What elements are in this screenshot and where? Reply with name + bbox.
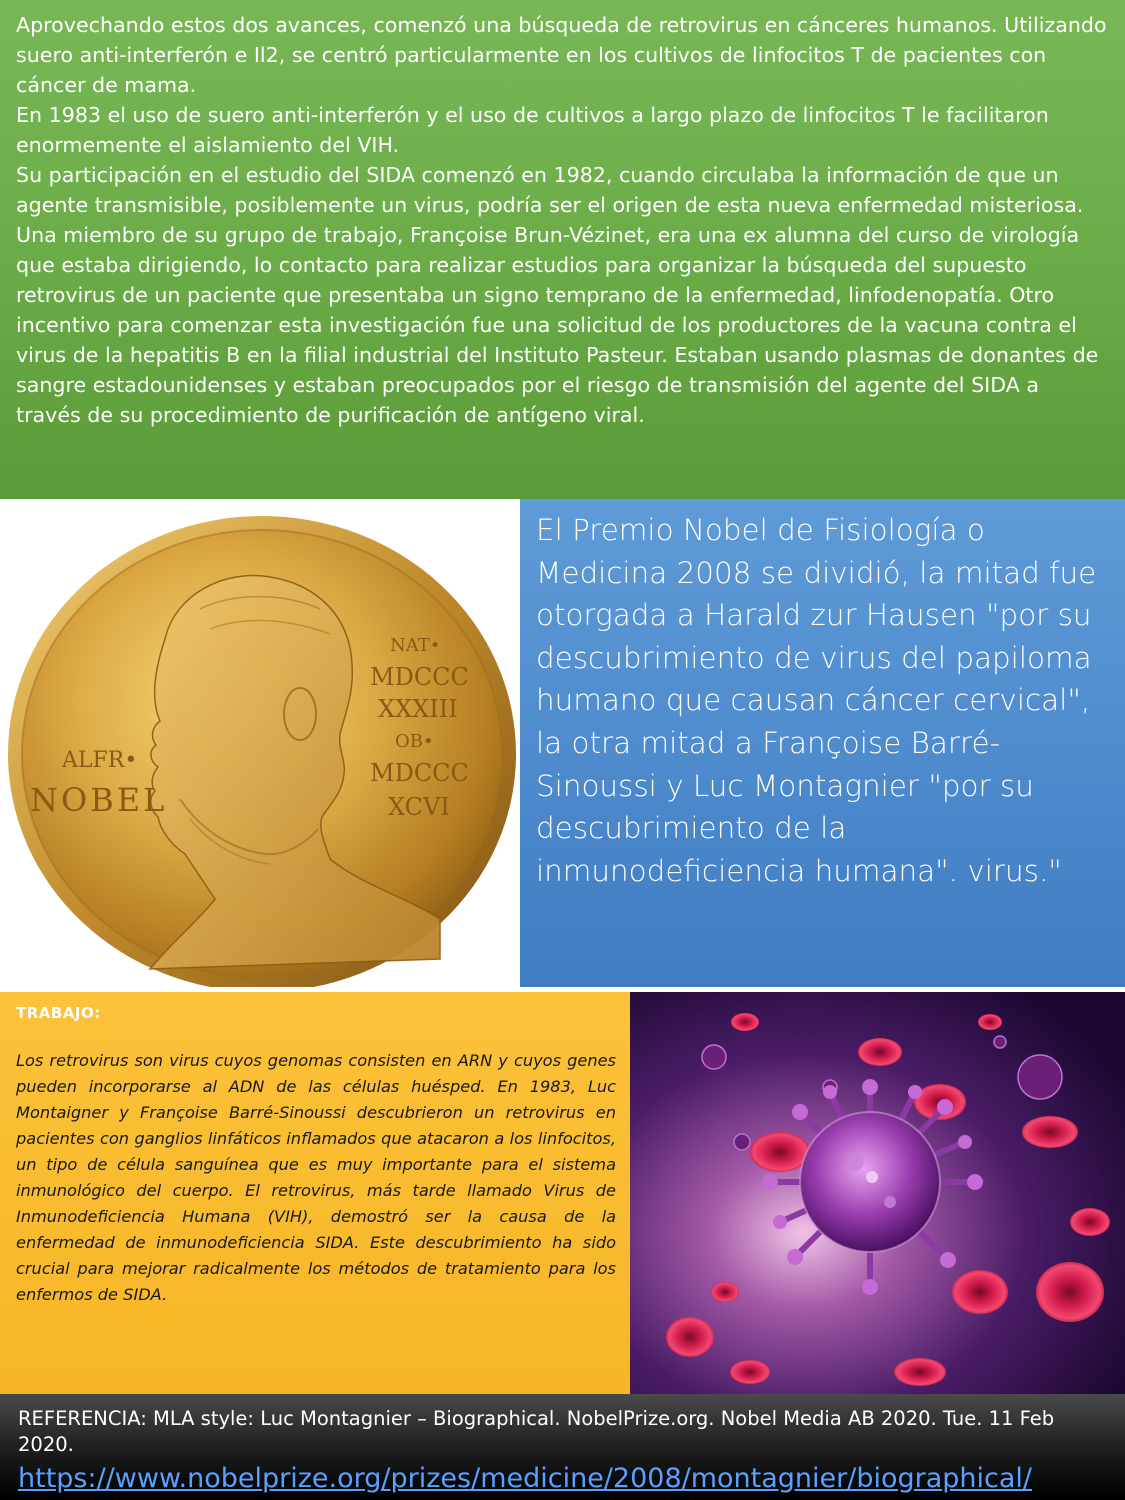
medal-inscription: OB• — [395, 731, 434, 752]
hiv-virus-illustration — [630, 992, 1125, 1394]
work-section — [0, 992, 630, 1394]
intro-text-panel — [0, 0, 1125, 499]
intro-paragraph: Su participación en el estudio del SIDA comenzó en 1982, cuando circulaba la información de que un agente transmisible, posiblemente un virus, podría ser el origen de esta nueva enfermedad misteriosa. Una miembro de su grupo de trabajo, Françoise Brun-Vézinet, era una ex alumna del curso de virología que estaba dirigiendo, lo contacto para realizar estudios para organizar la búsqueda del supuesto retrovirus de un paciente que presentaba un signo temprano de la enfermedad, linfodenopatía. Otro incentivo para comenzar esta investigación fue una solicitud de los productores de la vacuna contra el virus de la hepatitis B en la filial industrial del Instituto Pasteur. Estaban usando plasmas de donantes de sangre estadounidenses y estaban preocupados por el riesgo de transmisión del agente del SIDA a través de su procedimiento de purificación de antígeno viral. — [16, 163, 1099, 427]
medal-inscription: MDCCC — [370, 759, 469, 787]
reference-link[interactable]: https://www.nobelprize.org/prizes/medicine/2008/montagnier/biographical/ — [18, 1463, 1033, 1494]
medal-inscription: NOBEL — [30, 781, 168, 819]
medal-inscription: XCVI — [388, 793, 450, 821]
reference-text: REFERENCIA: MLA style: Luc Montagnier – Biographical. NobelPrize.org. Nobel Media AB 2020. Tue. 11 Feb 2020. — [18, 1407, 1055, 1456]
work-heading: TRABAJO: — [16, 1004, 101, 1022]
nobel-medal-illustration — [0, 499, 520, 987]
medal-inscription: ALFR• — [62, 748, 138, 773]
medal-inscription: NAT• — [390, 635, 441, 656]
intro-paragraph: En 1983 el uso de suero anti-interferón y el uso de cultivos a largo plazo de linfocitos T le facilitaron enormemente el aislamiento del VIH. — [16, 103, 1049, 157]
nobel-medal-image — [0, 499, 520, 987]
reference-footer — [0, 1394, 1125, 1500]
virus-illustration-image — [630, 992, 1125, 1394]
work-body-text: Los retrovirus son virus cuyos genomas consisten en ARN y cuyos genes pueden incorporarse al ADN de las células huésped. En 1983, Luc Montaigner y Françoise Barré-Sinoussi descubrieron un retrovirus en pacientes con ganglios linfáticos inflamados que atacaron a los linfocitos, un tipo de célula sanguínea que es muy importante para el sistema inmunológico del cuerpo. El retrovirus, más tarde llamado Virus de Inmunodeficiencia Humana (VIH), demostró ser la causa de la enfermedad de inmunodeficiencia SIDA. Este descubrimiento ha sido crucial para mejorar radicalmente los métodos de tratamiento para los enfermos de SIDA. — [16, 1051, 616, 1304]
nobel-prize-summary-text: El Premio Nobel de Fisiología o Medicina 2008 se dividió, la mitad fue otorgada a Harald zur Hausen "por su descubrimiento de virus del papiloma humano que causan cáncer cervical", la otra mitad a Françoise Barré-Sinoussi y Luc Montagnier "por su descubrimiento de la inmunodeficiencia humana". virus." — [536, 513, 1097, 888]
medal-inscription: XXXIII — [378, 695, 458, 723]
nobel-prize-summary-box — [520, 499, 1125, 987]
medal-inscription: MDCCC — [370, 663, 469, 691]
intro-paragraph: Aprovechando estos dos avances, comenzó una búsqueda de retrovirus en cánceres humanos. Utilizando suero anti-interferón e Il2, se centró particularmente en los cultivos de linfocitos T de pacientes con cáncer de mama. — [16, 13, 1107, 97]
